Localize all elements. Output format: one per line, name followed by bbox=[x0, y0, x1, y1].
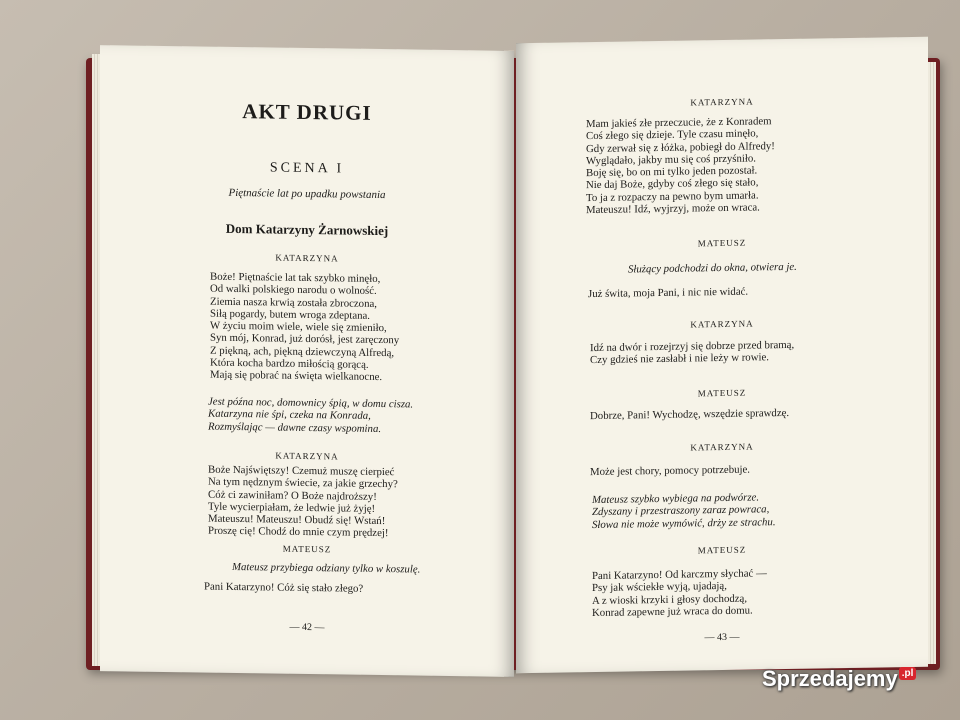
stage-direction: Jest późna noc, domownicy śpią, w domu cisza. Katarzyna nie śpi, czeka na Konrada, Rozmyślając — dawne czasy wspomina. bbox=[208, 395, 414, 435]
verse-block: Idź na dwór i rozejrzyj się dobrze przed bramą, Czy gdzieś nie zasłabł i nie leży w rowie. bbox=[590, 338, 795, 367]
page-number: — 42 — bbox=[289, 621, 325, 634]
speaker-name: KATARZYNA bbox=[275, 252, 339, 264]
speaker-name: KATARZYNA bbox=[690, 441, 754, 453]
left-page bbox=[100, 45, 514, 677]
scene-subtitle: Piętnaście lat po upadku powstania bbox=[228, 186, 386, 202]
verse-block: Mam jakieś złe przeczucie, że z Konradem Coś złego się dzieje. Tyle czasu minęło, Gdy zerwał się z łóżka, pobiegł do Alfredy! Wyglądało, jakby mu się coś przyśniło. Boję się, bo on mi tylko jeden pozostał. Nie daj Boże, gdyby coś złego się stało, To ja z rozpaczy na pewno bym umarła. Mateuszu! Idź, wyjrzyj, może on wraca. bbox=[586, 115, 775, 217]
speaker-name: MATEUSZ bbox=[697, 544, 747, 556]
speaker-name: MATEUSZ bbox=[697, 237, 747, 249]
verse-block: Pani Katarzyno! Od karczmy słychać — Psy jak wściekłe wyją, ujadają, A z wioski krzyki i głosy dochodzą, Konrad zapewne już wraca do domu. bbox=[592, 567, 767, 619]
speaker-name: KATARZYNA bbox=[690, 318, 754, 330]
verse-block: Może jest chory, pomocy potrzebuje. bbox=[590, 463, 751, 479]
verse-block: Pani Katarzyno! Cóż się stało złego? bbox=[204, 580, 364, 595]
scene-place: Dom Katarzyny Żarnowskiej bbox=[225, 220, 389, 239]
speaker-name: MATEUSZ bbox=[697, 387, 747, 399]
act-title: AKT DRUGI bbox=[242, 99, 372, 125]
stage-direction: Mateusz szybko wybiega na podwórze. Zdyszany i przestraszony zaraz powraca, Słowa nie może wymówić, drży ze strachu. bbox=[592, 491, 776, 531]
watermark-badge: .pl bbox=[899, 667, 917, 680]
watermark-logo bbox=[762, 666, 916, 692]
page-number: — 43 — bbox=[704, 631, 740, 644]
verse-block: Dobrze, Pani! Wychodzę, wszędzie sprawdzę. bbox=[590, 406, 790, 423]
speaker-name: KATARZYNA bbox=[275, 450, 339, 462]
stage-direction: Służący podchodzi do okna, otwiera je. bbox=[628, 260, 797, 276]
stage-direction: Mateusz przybiega odziany tylko w koszulę. bbox=[232, 560, 421, 576]
right-page bbox=[516, 37, 928, 673]
watermark-text: Sprzedajemy bbox=[762, 666, 898, 691]
verse-block: Boże! Piętnaście lat tak szybko minęło, Od walki polskiego narodu o wolność. Ziemia nasza krwią została zbroczona, Siłą pogardy, butem wroga zdeptana. W życiu moim wiele, wiele się zmieniło, Syn mój, Konrad, już dorósł, jest zaręczony Z piękną, ach, piękną dziewczyną Alfredą, Która kocha bardzo miłością gorącą. Mają się pobrać na święta wielkanocne. bbox=[210, 270, 400, 384]
speaker-name: MATEUSZ bbox=[282, 543, 332, 555]
speaker-name: KATARZYNA bbox=[690, 96, 754, 108]
verse-block: Już świta, moja Pani, i nic nie widać. bbox=[588, 285, 749, 301]
scene-title: SCENA I bbox=[269, 160, 345, 177]
verse-block: Boże Najświętszy! Czemuż muszę cierpieć Na tym nędznym świecie, za jakie grzechy? Cóż ci zawiniłam? O Boże najdroższy! Tyle wycierpiałam, że ledwie już żyję! Mateuszu! Mateuszu! Obudź się! Wstań! Proszę cię! Chodź do mnie czym prędzej! bbox=[208, 463, 398, 540]
